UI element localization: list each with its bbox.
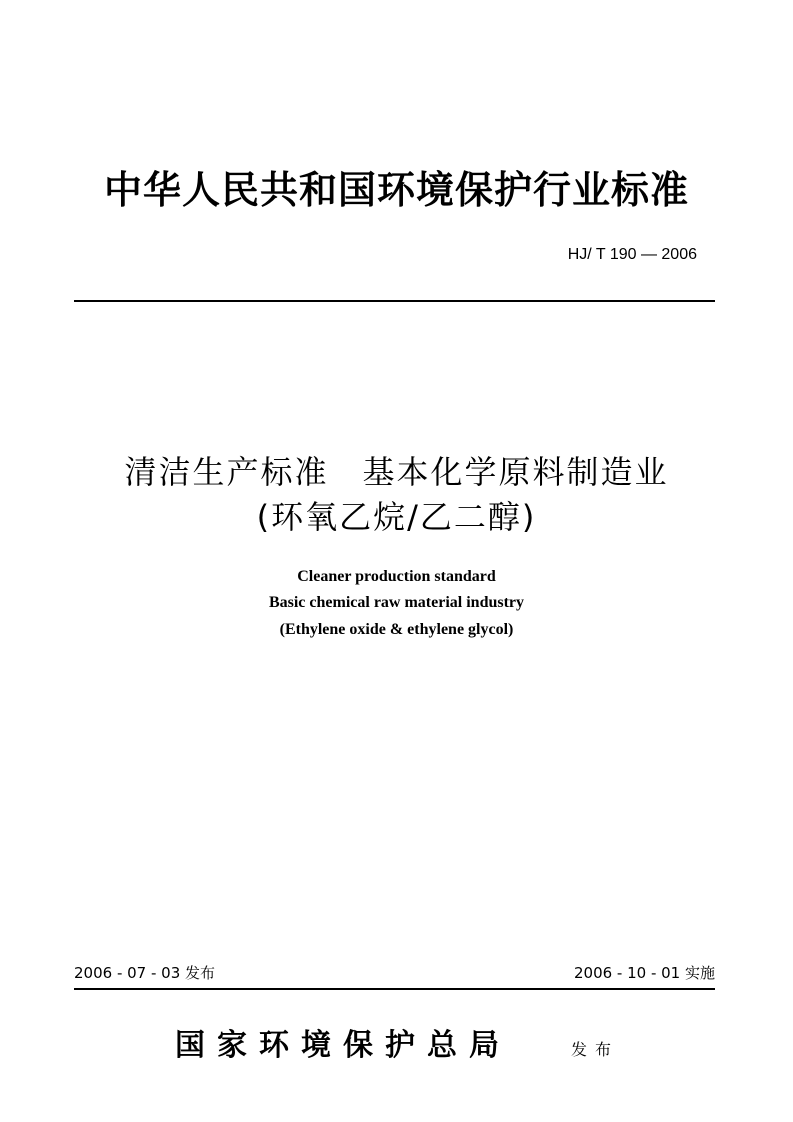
chinese-title-line-2: (环氧乙烷/乙二醇) [256,498,537,536]
top-divider [74,300,715,302]
standard-category-title: 中华人民共和国环境保护行业标准 [103,167,689,212]
issue-date: 2006 - 07 - 03 发布 [74,964,216,982]
english-title-line-2: Basic chemical raw material industry [268,594,525,611]
publish-label: 发布 [571,1040,620,1059]
bottom-divider [74,988,715,990]
chinese-title-line-1: 清洁生产标准 基本化学原料制造业 [124,453,669,491]
standard-number: HJ/ T 190 — 2006 [567,246,697,263]
implementation-date: 2006 - 10 - 01 实施 [573,964,715,982]
english-title-line-3: (Ethylene oxide & ethylene glycol) [279,621,514,638]
publisher-name: 国家环境保护总局 [175,1028,511,1063]
english-title-line-1: Cleaner production standard [297,568,496,585]
